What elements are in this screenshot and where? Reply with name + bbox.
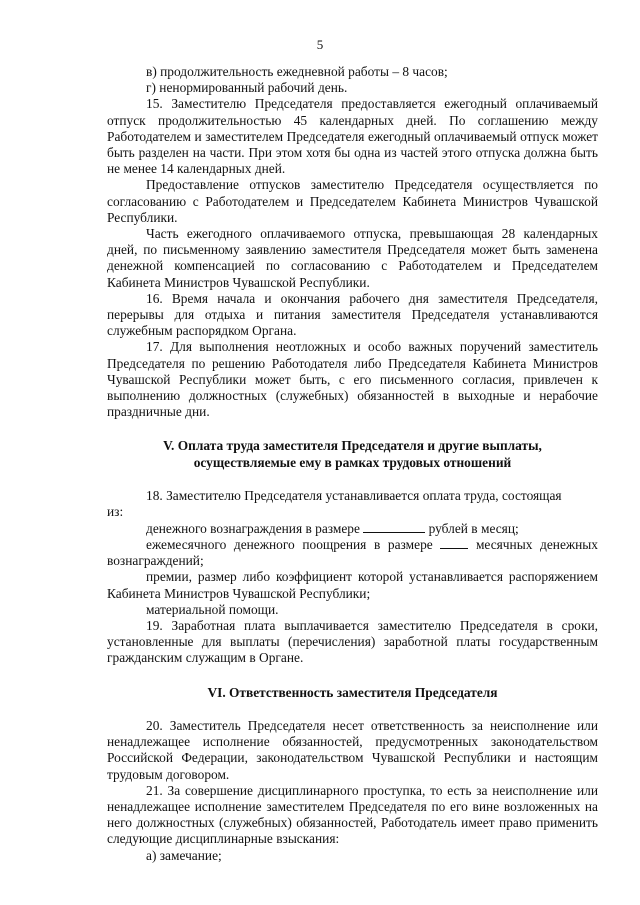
paragraph: из: [107, 504, 124, 520]
section-heading-line: осуществляемые ему в рамках трудовых отношений [193, 454, 512, 470]
paragraph-text: денежного вознаграждения в размере [146, 520, 364, 536]
paragraph: 21. За совершение дисциплинарного проступка, то есть за неисполнение или ненадлежащее исполнение заместителем Председателя по его вине возложенных на него должностных (служебных) обязанностей, Работодатель имеет право применить следующие дисциплинарные взыскания: [107, 782, 598, 847]
paragraph: г) ненормированный рабочий день. [146, 80, 348, 96]
paragraph: а) замечание; [146, 847, 222, 863]
section-heading [107, 685, 598, 701]
paragraph: 16. Время начала и окончания рабочего дня заместителя Председателя, перерывы для отдыха и питания заместителя Председателя устанавливаются служебным распорядком Органа. [107, 290, 598, 339]
paragraph: Предоставление отпусков заместителю Председателя осуществляется по согласованию с Работодателем и Председателем Кабинета Министров Чувашской Республики. [107, 177, 598, 225]
paragraph [107, 537, 598, 569]
section-heading-line: VI. Ответственность заместителя Председателя [207, 684, 498, 700]
section-gap [107, 471, 598, 488]
paragraph: Часть ежегодного оплачиваемого отпуска, превышающая 28 календарных дней, по письменному заявлению заместителя Председателя может быть заменена денежной компенсацией по согласованию с Работодателем и Председателем Кабинета Министров Чувашской Республики. [107, 226, 598, 290]
section-gap [107, 701, 598, 718]
paragraph: 20. Заместитель Председателя несет ответственность за неисполнение или ненадлежащее исполнение обязанностей, предусмотренных законодательством Российской Федерации, законодательством Чувашской Республики и настоящим трудовым договором. [107, 717, 598, 782]
document-body [107, 64, 598, 864]
paragraph: 18. Заместителю Председателя устанавливается оплата труда, состоящая [146, 488, 562, 504]
section-heading [107, 438, 598, 471]
section-gap [107, 667, 598, 685]
paragraph: 19. Заработная плата выплачивается заместителю Председателя в сроки, установленные для выплаты (перечисления) заработной платы государственным гражданским служащим в Органе. [107, 617, 598, 666]
fill-in-blank [363, 522, 425, 533]
page-number: 5 [316, 37, 324, 52]
paragraph-text: ежемесячного денежного поощрения в размере [146, 536, 441, 552]
paragraph-text: рублей в месяц; [425, 520, 519, 536]
paragraph: 15. Заместителю Председателя предоставляется ежегодный оплачиваемый отпуск продолжительностью 45 календарных дней. По соглашению между Работодателем и заместителем Председателя ежегодный оплачиваемый отпуск может быть разделен на части. При этом хотя бы одна из частей этого отпуска должна быть не менее 14 календарных дней. [107, 96, 598, 177]
section-gap [107, 420, 598, 438]
paragraph: в) продолжительность ежедневной работы – 8 часов; [146, 64, 448, 79]
paragraph: материальной помощи. [146, 601, 279, 617]
fill-in-blank [440, 538, 468, 549]
section-heading-line: V. Оплата труда заместителя Председателя и другие выплаты, [163, 438, 542, 454]
paragraph [107, 521, 598, 537]
paragraph: 17. Для выполнения неотложных и особо важных поручений заместитель Председателя по решению Работодателя либо Председателя Кабинета Министров Чувашской Республики может быть, с его письменного согласия, привлечен к выполнению должностных (служебных) обязанностей в выходные и нерабочие праздничные дни. [107, 339, 598, 420]
paragraph-text: месячных денежных вознаграждений; [107, 536, 598, 569]
paragraph: премии, размер либо коэффициент которой устанавливается распоряжением Кабинета Министров Чувашской Республики; [107, 569, 598, 601]
